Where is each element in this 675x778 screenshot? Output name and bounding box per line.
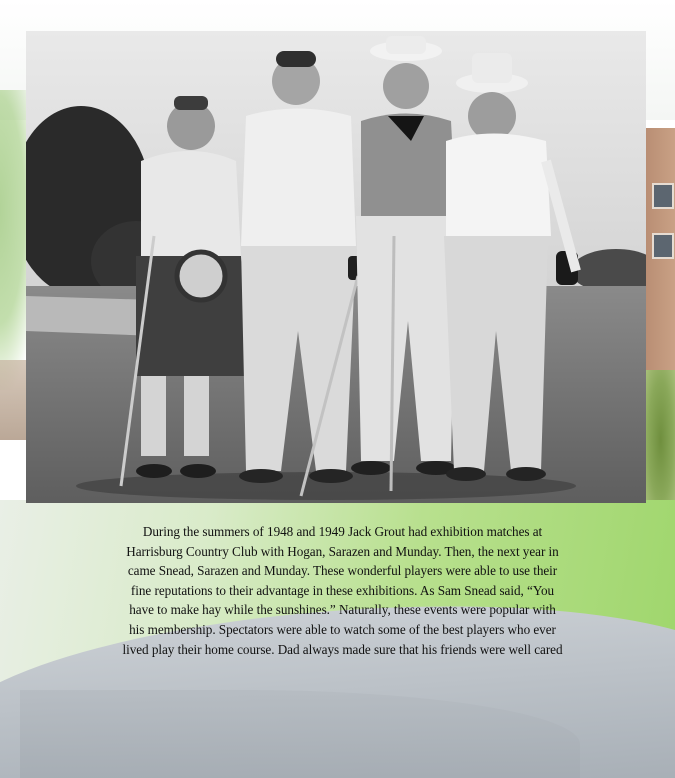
golfers-photograph <box>26 31 646 503</box>
caption-line: his membership. Spectators were able to watch some of the best players who ever <box>129 621 556 637</box>
clubhouse-window <box>652 233 674 259</box>
caption-line: fine reputations to their advantage in these exhibitions. As Sam Snead said, “You <box>130 582 555 598</box>
background-clubhouse <box>646 128 675 378</box>
background-house <box>0 360 26 440</box>
caption-line: came Snead, Sarazen and Munday. These wonderful players were able to use their <box>127 563 558 579</box>
caption-line: lived play their home course. Dad always made sure that his friends were well cared <box>122 641 563 657</box>
caption-line: have to make hay while the sunshines.” Naturally, these events were popular with <box>129 602 556 618</box>
clubhouse-window <box>652 183 674 209</box>
photograph-illustration <box>26 31 646 503</box>
caption-line: Harrisburg Country Club with Hogan, Sarazen and Munday. Then, the next year in <box>126 543 559 559</box>
photo-caption <box>70 522 615 659</box>
caption-line: During the summers of 1948 and 1949 Jack Grout had exhibition matches at <box>142 524 543 539</box>
background-bush <box>646 370 675 510</box>
